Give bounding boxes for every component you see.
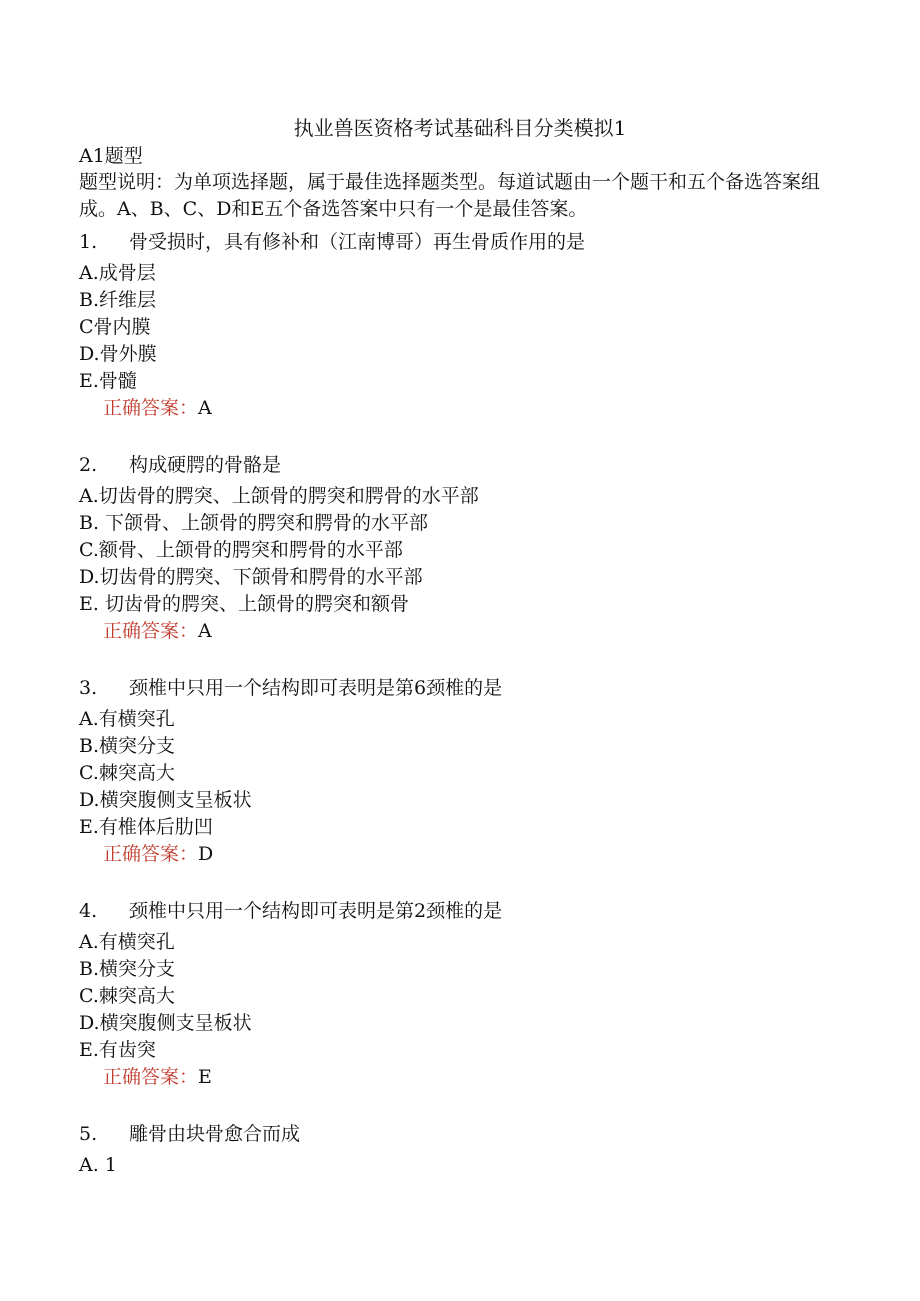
answer-value: E: [198, 1066, 212, 1088]
question-text: 雕骨由块骨愈合而成: [129, 1123, 301, 1145]
option-c: C.棘突高大: [79, 762, 175, 784]
question-1: [79, 228, 879, 422]
question-4: [79, 897, 879, 1091]
option-b: B. 下颌骨、上颌骨的腭突和腭骨的水平部: [79, 512, 429, 534]
option-d: D.横突腹侧支呈板状: [79, 789, 252, 811]
question-number: 3.: [79, 677, 98, 699]
question-stem: [79, 897, 879, 925]
question-2: [79, 451, 879, 645]
answer-label: 正确答案：: [103, 843, 199, 865]
section-description: 题型说明：为单项选择题，属于最佳选择题类型。每道试题由一个题干和五个备选答案组成。A、B、C、D和E五个备选答案中只有一个是最佳答案。: [79, 171, 821, 220]
option-d: D.骨外膜: [79, 343, 157, 365]
option-a: A.成骨层: [79, 262, 156, 284]
question-5: [79, 1120, 879, 1179]
answer-label: 正确答案：: [103, 397, 199, 419]
answer-row: [79, 1064, 879, 1091]
question-stem: [79, 451, 879, 479]
question-number: 1.: [79, 231, 98, 253]
option-c: C骨内膜: [79, 316, 151, 338]
question-text: 骨受损时，具有修补和（江南博哥）再生骨质作用的是: [129, 231, 586, 253]
option-e: E.有齿突: [79, 1039, 156, 1061]
answer-row: [79, 618, 879, 645]
document-title: 执业兽医资格考试基础科目分类模拟1: [293, 116, 627, 140]
answer-row: [79, 841, 879, 868]
option-b: B.横突分支: [79, 958, 176, 980]
question-stem: [79, 674, 879, 702]
answer-label: 正确答案：: [103, 1066, 199, 1088]
option-d: D.切齿骨的腭突、下颌骨和腭骨的水平部: [79, 566, 423, 588]
option-c: C.额骨、上颌骨的腭突和腭骨的水平部: [79, 539, 403, 561]
option-a: A.切齿骨的腭突、上颌骨的腭突和腭骨的水平部: [79, 485, 479, 507]
answer-value: A: [198, 397, 212, 419]
question-text: 颈椎中只用一个结构即可表明是第6颈椎的是: [129, 677, 503, 699]
option-e: E.有椎体后肋凹: [79, 816, 213, 838]
option-a: A. 1: [79, 1154, 117, 1176]
option-a: A.有横突孔: [79, 931, 175, 953]
answer-value: D: [198, 843, 214, 865]
question-number: 5.: [79, 1123, 98, 1145]
section-title: A1题型: [79, 145, 143, 167]
question-number: 4.: [79, 900, 98, 922]
option-b: B.横突分支: [79, 735, 176, 757]
answer-row: [79, 395, 879, 422]
question-text: 构成硬腭的骨骼是: [129, 454, 282, 476]
question-stem: [79, 1120, 879, 1148]
option-c: C.棘突高大: [79, 985, 175, 1007]
option-d: D.横突腹侧支呈板状: [79, 1012, 252, 1034]
option-b: B.纤维层: [79, 289, 157, 311]
question-list: [79, 228, 879, 1208]
question-stem: [79, 228, 879, 256]
option-e: E.骨髓: [79, 370, 137, 392]
question-text: 颈椎中只用一个结构即可表明是第2颈椎的是: [129, 900, 503, 922]
option-e: E. 切齿骨的腭突、上颌骨的腭突和额骨: [79, 593, 409, 615]
question-number: 2.: [79, 454, 98, 476]
question-3: [79, 674, 879, 868]
option-a: A.有横突孔: [79, 708, 175, 730]
answer-label: 正确答案：: [103, 620, 199, 642]
answer-value: A: [198, 620, 212, 642]
